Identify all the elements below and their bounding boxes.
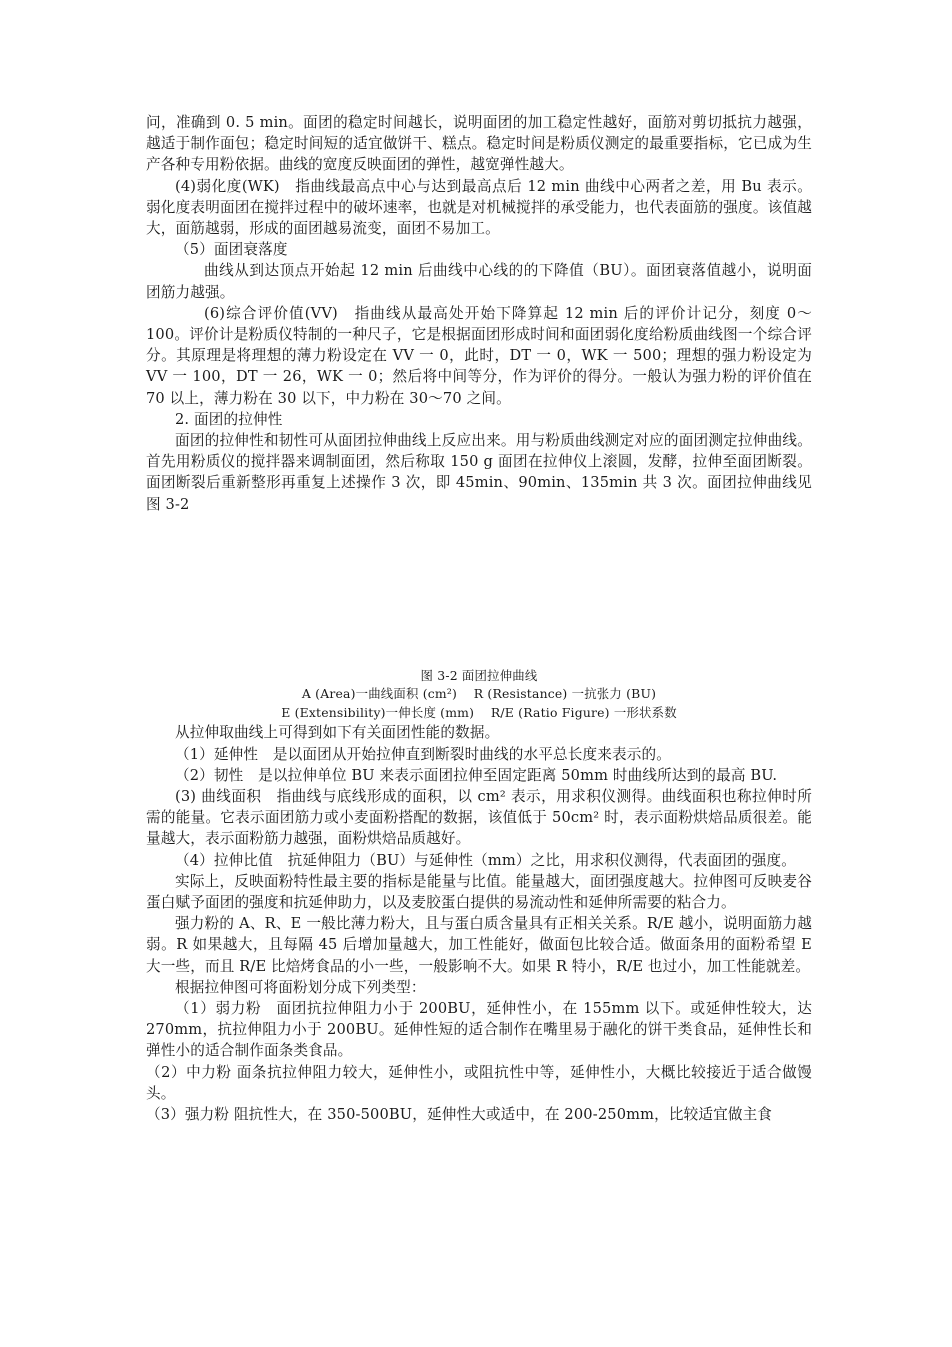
paragraph-curve-area: (3) 曲线面积 指曲线与底线形成的面积，以 cm² 表示，用求积仪测得。曲线面积也称拉伸时所需的能量。它表示面团筋力或小麦面粉搭配的数据，该值低于 50cm² 时，表示面粉烘焙品质很差。能量越大，表示面粉筋力越强，面粉烘焙品质越好。 [146, 787, 812, 848]
paragraph-energy-ratio: 实际上，反映面粉特性最主要的指标是能量与比值。能量越大，面团强度越大。拉伸图可反映麦谷蛋白赋予面团的强度和抗延伸助力，以及麦胶蛋白提供的易流动性和延伸所需要的粘合力。 [146, 872, 812, 911]
heading-dough-extensibility: 2. 面团的拉伸性 [175, 410, 283, 428]
paragraph-weak-flour: （1）弱力粉 面团抗拉伸阻力小于 200BU，延伸性小，在 155mm 以下。或延伸性较大，达 270mm，抗拉伸阻力小于 200BU。延伸性短的适合制作在嘴里易于融化的饼干类食品，延伸性长和弹性小的适合制作面条类食品。 [146, 1000, 812, 1060]
paragraph-classification-intro: 根据拉伸图可将面粉划分成下列类型： [175, 978, 426, 996]
paragraph-strong-flour: （3）强力粉 阻抗性大，在 350-500BU，延伸性大或适中，在 200-250mm，比较适宜做主食 [146, 1106, 773, 1124]
paragraph-extensibility-intro: 面团的拉伸性和韧性可从面团拉伸曲线上反应出来。用与粉质曲线测定对应的面团测定拉伸曲线。首先用粉质仪的搅拌器来调制面团，然后称取 150 g 面团在拉伸仪上滚圆，发酵，拉伸至面团断裂。面团断裂后重新整形再重复上述操作 3 次，即 45min、90min、135min 共 3 次。面团拉伸曲线见 图 3-2 [146, 432, 812, 513]
paragraph-valorimeter-value: (6)综合评价值(VV) 指曲线从最高处开始下降算起 12 min 后的评价计记分，刻度 0～100。评价计是粉质仪特制的一种尺子，它是根据面团形成时间和面团弱化度给粉质曲线图一个综合评分。其原理是将理想的薄力粉设定在 VV 一 0，此时，DT 一 0，WK 一 500；理想的强力粉设定为 VV 一 100，DT 一 26，WK 一 0；然后将中间等分，作为评价的得分。一般认为强力粉的评价值在 70 以上，薄力粉在 30 以下，中力粉在 30～70 之间。 [146, 304, 812, 407]
figure-legend-line-1: A (Area)一曲线面积 (cm²) R (Resistance) 一抗张力 (BU) [301, 686, 657, 702]
document-page [146, 112, 812, 1125]
paragraph-ratio: （4）拉伸比值 抗延伸阻力（BU）与延伸性（mm）之比，用求积仪测得，代表面团的强度。 [175, 851, 797, 869]
paragraph-strong-flour-are: 强力粉的 A、R、E 一般比薄力粉大，且与蛋白质含量具有正相关关系。R/E 越小，说明面筋力越弱。R 如果越大，且每隔 45 后增加量越大，加工性能好，做面包比较合适。做面条用的面粉希望 E 大一些，而且 R/E 比焙烤食品的小一些，一般影响不大。如果 R 特小，R/E 也过小，加工性能就差。 [146, 915, 812, 975]
paragraph-extensibility: （1）延伸性 是以面团从开始拉伸直到断裂时曲线的水平总长度来表示的。 [175, 745, 671, 763]
paragraph-stability: 问，准确到 0. 5 min。面团的稳定时间越长，说明面团的加工稳定性越好，面筋对剪切抵抗力越强，越适于制作面包；稳定时间短的适宜做饼干、糕点。稳定时间是粉质仪测定的最重要指标，它已成为生产各种专用粉依据。曲线的宽度反映面团的弹性，越宽弹性越大。 [146, 114, 812, 174]
figure-caption: 图 3-2 面团拉伸曲线 [420, 667, 538, 683]
figure-placeholder [146, 515, 812, 663]
paragraph-weakening-degree: (4)弱化度(WK) 指曲线最高点中心与达到最高点后 12 min 曲线中心两者之差，用 Bu 表示。弱化度表明面团在搅拌过程中的破坏速率，也就是对机械搅拌的承受能力，也代表面筋的强度。该值越大，面筋越弱，形成的面团越易流变，面团不易加工。 [146, 177, 812, 238]
figure-legend-line-2: E (Extensibility)一伸长度 (mm) R/E (Ratio Figure) 一形状系数 [281, 704, 677, 720]
heading-dough-decay: （5）面团衰落度 [175, 241, 288, 259]
paragraph-medium-flour: （2）中力粉 面条抗拉伸阻力较大，延伸性小，或阻抗性中等，延伸性小，大概比较接近于适合做馒头。 [146, 1063, 812, 1102]
paragraph-toughness: （2）韧性 是以拉伸单位 BU 来表示面团拉伸至固定距离 50mm 时曲线所达到的最高 BU. [175, 766, 778, 784]
paragraph-curve-data-intro: 从拉伸取曲线上可得到如下有关面团性能的数据。 [175, 724, 500, 742]
paragraph-dough-decay: 曲线从到达顶点开始起 12 min 后曲线中心线的的下降值（BU）。面团衰落值越小，说明面团筋力越强。 [146, 262, 812, 301]
